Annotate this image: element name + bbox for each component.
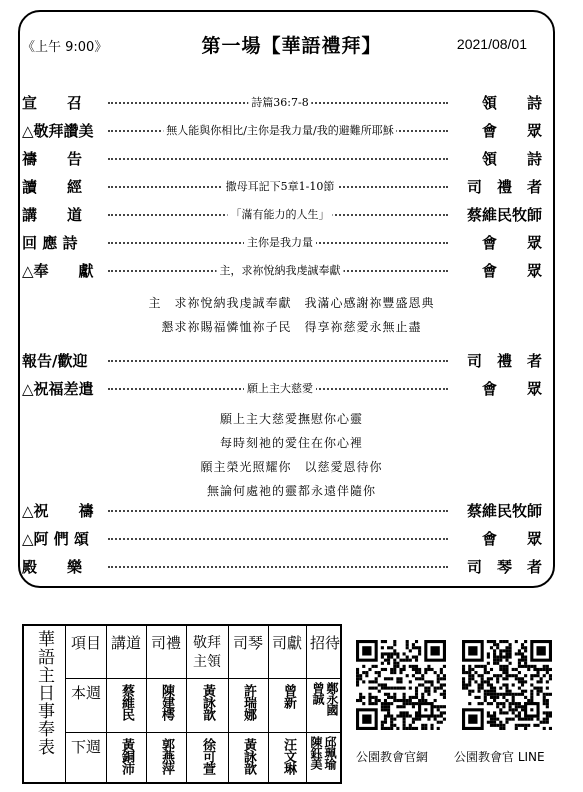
order-item-leader: 司 禮 者 [466, 178, 542, 196]
order-item-leader: 會 眾 [481, 380, 542, 398]
order-item-label: △祝福差遣 [22, 380, 94, 398]
order-item [22, 556, 542, 578]
order-item-leader: 會 眾 [481, 262, 542, 280]
order-item-detail: 撒母耳記下5章1-10節 [223, 178, 338, 194]
order-item-leader: 會 眾 [481, 530, 542, 548]
order-item-label: 禱 告 [22, 150, 83, 168]
order-item-label: 讀 經 [22, 178, 83, 196]
roster-name: 黃銅沛 [119, 738, 134, 774]
lyric-line: 無論何處祂的靈都永遠伴隨你 [206, 484, 376, 498]
order-item-detail: 願上主大慈愛 [244, 380, 316, 396]
order-item-label: △奉 獻 [22, 262, 94, 280]
order-item-leader: 蔡維民牧師 [466, 206, 542, 224]
order-item-label: 報告/歡迎 [22, 352, 88, 370]
column-header: 講道 [111, 634, 142, 652]
order-item-label: △敬拜讚美 [22, 122, 94, 140]
service-roster-table [22, 624, 342, 784]
order-item [22, 232, 542, 254]
lyric-line: 每時刻祂的愛住在你心裡 [219, 436, 363, 450]
roster-name: 蔡維民 [119, 684, 134, 720]
roster-row-header: 項目 [71, 634, 102, 652]
column-header: 司琴 [233, 634, 264, 652]
order-item [22, 148, 542, 170]
order-item [22, 260, 542, 282]
order-item-detail: 「滿有能力的人生」 [228, 206, 333, 222]
service-time: 《上午 9:00》 [22, 40, 108, 55]
website-qr-code-icon[interactable] [356, 640, 446, 730]
roster-name: 鄭永國 曾誠 [311, 682, 339, 715]
order-item [22, 350, 542, 372]
next-week-label: 下週 [71, 738, 102, 756]
order-item-detail: 無人能與你相比/主你是我力量/我的避難所耶穌 [163, 122, 396, 138]
order-item [22, 528, 542, 550]
roster-name: 郭燕萍 [159, 738, 174, 774]
order-item-detail: 主，求祢悅納我虔誠奉獻 [217, 262, 344, 278]
qr-caption-line: 公園教會官 LINE [454, 750, 545, 764]
order-item-leader: 司 琴 者 [466, 558, 542, 576]
order-item-leader: 司 禮 者 [466, 352, 542, 370]
order-item-leader: 領 詩 [481, 150, 542, 168]
roster-name: 黃詠歆 [241, 738, 256, 774]
order-item [22, 176, 542, 198]
order-item-label: △阿 們 頌 [22, 530, 89, 548]
order-item-label: 講 道 [22, 206, 83, 224]
roster-name: 許瑞娜 [241, 684, 256, 720]
column-header: 招待 [310, 634, 341, 652]
order-item-leader: 會 眾 [481, 234, 542, 252]
lyric-line: 懇求祢賜福憐恤祢子民 得享祢慈愛永無止盡 [161, 320, 422, 334]
lyric-line: 願上主大慈愛撫慰你心靈 [219, 412, 363, 426]
order-item-label: 殿 樂 [22, 558, 83, 576]
leader-dots [108, 158, 448, 160]
qr-caption-website: 公園教會官網 [356, 750, 429, 764]
order-item [22, 120, 542, 142]
order-item [22, 378, 542, 400]
order-item-detail: 詩篇36:7-8 [248, 94, 311, 110]
roster-title: 華語主日事奉表 [34, 630, 54, 756]
leader-dots [108, 566, 448, 568]
lyric-line: 主 求祢悅納我虔誠奉獻 我滿心感謝祢豐盛恩典 [148, 296, 435, 310]
roster-name: 邱珮瑜 陳鈺美 [309, 736, 337, 769]
roster-name: 徐可萱 [200, 738, 215, 774]
lyric-line: 願主榮光照耀你 以慈愛恩待你 [200, 460, 383, 474]
order-item [22, 204, 542, 226]
order-item-leader: 領 詩 [481, 94, 542, 112]
order-item-label: 宣 召 [22, 94, 83, 112]
column-header: 敬拜主領 [193, 635, 221, 670]
page-title: 第一場【華語禮拜】 [201, 35, 382, 57]
order-item [22, 92, 542, 114]
column-header: 司獻 [272, 634, 303, 652]
leader-dots [108, 538, 448, 540]
order-item-leader: 蔡維民牧師 [466, 502, 542, 520]
roster-name: 汪文琳 [281, 738, 296, 774]
order-item [22, 500, 542, 522]
order-item-label: △祝 禱 [22, 502, 94, 520]
column-header: 司禮 [151, 634, 182, 652]
service-date: 2021/08/01 [456, 36, 527, 52]
roster-name: 陳建樗 [159, 684, 174, 720]
roster-name: 曾新 [281, 684, 296, 708]
roster-name: 黃詠歆 [200, 684, 215, 720]
order-item-label: 回 應 詩 [22, 234, 78, 252]
order-item-leader: 會 眾 [481, 122, 542, 140]
this-week-label: 本週 [71, 684, 102, 702]
order-item-detail: 主你是我力量 [244, 234, 316, 250]
leader-dots [108, 510, 448, 512]
line-qr-code-icon[interactable] [462, 640, 552, 730]
leader-dots [108, 360, 448, 362]
